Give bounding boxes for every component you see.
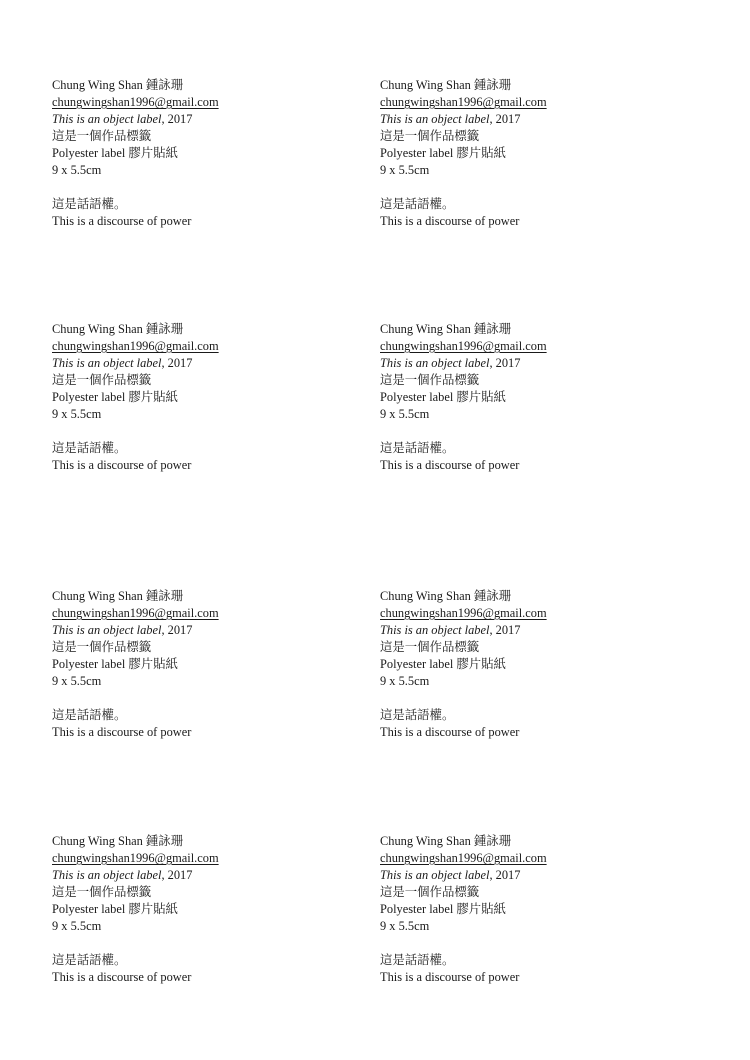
statement-en: This is a discourse of power <box>380 970 520 984</box>
email-link[interactable]: chungwingshan1996@gmail.com <box>52 606 219 620</box>
artist-name: Chung Wing Shan 鍾詠珊 <box>380 834 512 848</box>
object-label <box>380 833 680 986</box>
artist-name: Chung Wing Shan 鍾詠珊 <box>52 322 184 336</box>
work-size: 9 x 5.5cm <box>380 407 430 421</box>
statement-zh: 這是話語權。 <box>380 197 455 211</box>
email-line <box>380 605 680 622</box>
title-line <box>52 355 352 372</box>
email-line <box>380 850 680 867</box>
statement-en: This is a discourse of power <box>380 458 520 472</box>
statement-en: This is a discourse of power <box>380 725 520 739</box>
title-line <box>52 622 352 639</box>
work-medium: Polyester label 膠片貼紙 <box>380 902 506 916</box>
title-line <box>380 867 680 884</box>
email-link[interactable]: chungwingshan1996@gmail.com <box>52 851 219 865</box>
work-title: This is an object label <box>380 623 490 637</box>
work-size: 9 x 5.5cm <box>52 407 102 421</box>
work-title-zh: 這是一個作品標籤 <box>380 885 480 899</box>
title-line <box>52 867 352 884</box>
work-medium: Polyester label 膠片貼紙 <box>380 146 506 160</box>
work-year: , 2017 <box>489 112 521 126</box>
work-size: 9 x 5.5cm <box>52 163 102 177</box>
work-size: 9 x 5.5cm <box>380 674 430 688</box>
spacer <box>380 935 680 952</box>
work-title-zh: 這是一個作品標籤 <box>52 373 152 387</box>
work-size: 9 x 5.5cm <box>52 674 102 688</box>
work-title-zh: 這是一個作品標籤 <box>380 640 480 654</box>
object-label <box>52 588 352 741</box>
artist-name: Chung Wing Shan 鍾詠珊 <box>380 322 512 336</box>
email-link[interactable]: chungwingshan1996@gmail.com <box>52 339 219 353</box>
statement-zh: 這是話語權。 <box>52 197 127 211</box>
title-line <box>380 111 680 128</box>
title-line <box>52 111 352 128</box>
statement-zh: 這是話語權。 <box>52 953 127 967</box>
work-medium: Polyester label 膠片貼紙 <box>52 390 178 404</box>
work-title: This is an object label <box>380 112 490 126</box>
spacer <box>380 690 680 707</box>
work-title-zh: 這是一個作品標籤 <box>52 885 152 899</box>
object-label <box>380 77 680 230</box>
work-title: This is an object label <box>52 112 162 126</box>
title-line <box>380 355 680 372</box>
email-line <box>52 605 352 622</box>
work-title-zh: 這是一個作品標籤 <box>380 129 480 143</box>
work-medium: Polyester label 膠片貼紙 <box>52 657 178 671</box>
spacer <box>380 179 680 196</box>
email-link[interactable]: chungwingshan1996@gmail.com <box>380 95 547 109</box>
artist-name: Chung Wing Shan 鍾詠珊 <box>380 589 512 603</box>
email-line <box>52 338 352 355</box>
work-year: , 2017 <box>489 356 521 370</box>
spacer <box>380 423 680 440</box>
work-year: , 2017 <box>161 623 193 637</box>
spacer <box>52 423 352 440</box>
title-line <box>380 622 680 639</box>
email-line <box>380 338 680 355</box>
object-label <box>52 77 352 230</box>
email-link[interactable]: chungwingshan1996@gmail.com <box>52 95 219 109</box>
object-label <box>380 588 680 741</box>
statement-en: This is a discourse of power <box>52 725 192 739</box>
work-year: , 2017 <box>161 112 193 126</box>
object-label <box>52 321 352 474</box>
statement-en: This is a discourse of power <box>52 214 192 228</box>
email-line <box>380 94 680 111</box>
work-medium: Polyester label 膠片貼紙 <box>52 902 178 916</box>
email-link[interactable]: chungwingshan1996@gmail.com <box>380 606 547 620</box>
work-title: This is an object label <box>52 623 162 637</box>
email-line <box>52 850 352 867</box>
statement-en: This is a discourse of power <box>52 458 192 472</box>
spacer <box>52 935 352 952</box>
work-title: This is an object label <box>52 868 162 882</box>
work-year: , 2017 <box>489 868 521 882</box>
spacer <box>52 179 352 196</box>
work-size: 9 x 5.5cm <box>380 919 430 933</box>
statement-zh: 這是話語權。 <box>380 953 455 967</box>
work-title-zh: 這是一個作品標籤 <box>380 373 480 387</box>
work-title: This is an object label <box>52 356 162 370</box>
artist-name: Chung Wing Shan 鍾詠珊 <box>52 589 184 603</box>
email-line <box>52 94 352 111</box>
work-year: , 2017 <box>161 868 193 882</box>
work-year: , 2017 <box>489 623 521 637</box>
artist-name: Chung Wing Shan 鍾詠珊 <box>52 834 184 848</box>
work-title: This is an object label <box>380 868 490 882</box>
object-label <box>52 833 352 986</box>
artist-name: Chung Wing Shan 鍾詠珊 <box>52 78 184 92</box>
statement-en: This is a discourse of power <box>52 970 192 984</box>
statement-zh: 這是話語權。 <box>52 708 127 722</box>
statement-zh: 這是話語權。 <box>52 441 127 455</box>
work-year: , 2017 <box>161 356 193 370</box>
work-medium: Polyester label 膠片貼紙 <box>380 657 506 671</box>
statement-zh: 這是話語權。 <box>380 708 455 722</box>
email-link[interactable]: chungwingshan1996@gmail.com <box>380 851 547 865</box>
email-link[interactable]: chungwingshan1996@gmail.com <box>380 339 547 353</box>
work-title-zh: 這是一個作品標籤 <box>52 640 152 654</box>
work-medium: Polyester label 膠片貼紙 <box>380 390 506 404</box>
statement-en: This is a discourse of power <box>380 214 520 228</box>
spacer <box>52 690 352 707</box>
object-label <box>380 321 680 474</box>
work-title: This is an object label <box>380 356 490 370</box>
work-medium: Polyester label 膠片貼紙 <box>52 146 178 160</box>
work-title-zh: 這是一個作品標籤 <box>52 129 152 143</box>
work-size: 9 x 5.5cm <box>52 919 102 933</box>
artist-name: Chung Wing Shan 鍾詠珊 <box>380 78 512 92</box>
statement-zh: 這是話語權。 <box>380 441 455 455</box>
work-size: 9 x 5.5cm <box>380 163 430 177</box>
